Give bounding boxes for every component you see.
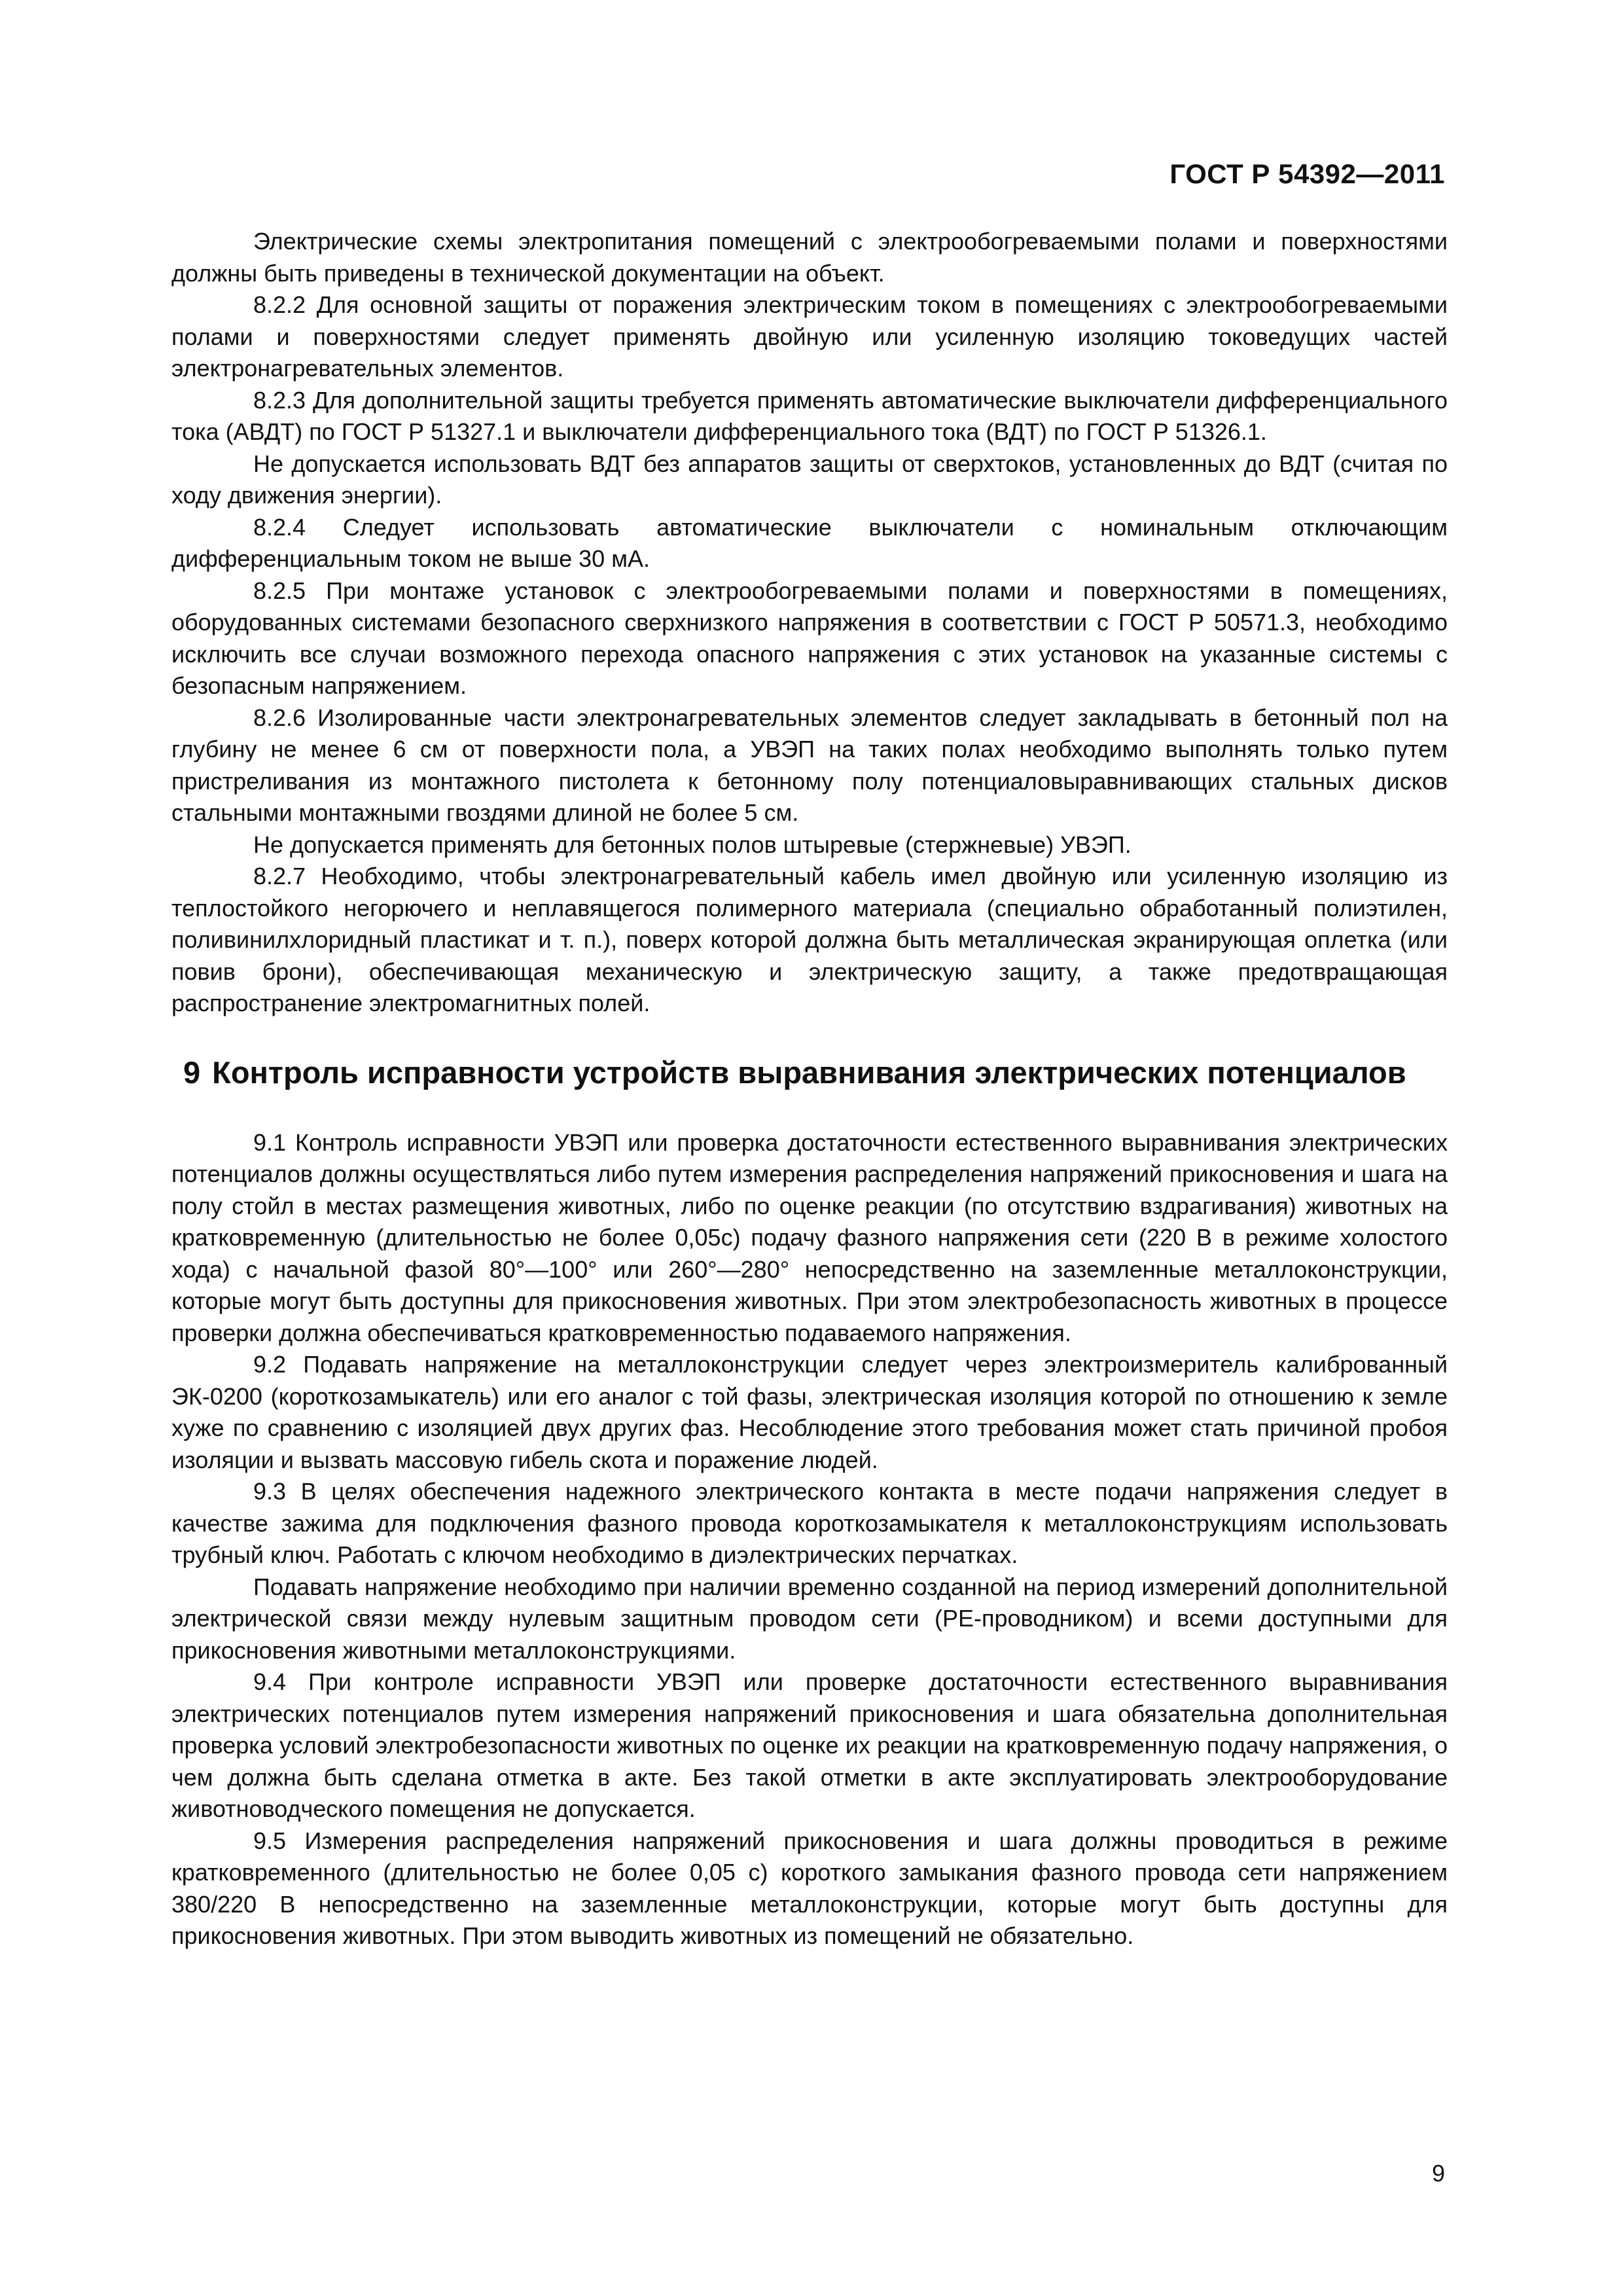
paragraph-9-1: 9.1 Контроль исправности УВЭП или проверка достаточности естественного выравнивания электрических потенциалов должны осуществляться либо путем измерения распределения напряжений прикосновения и шага на полу стойл в местах размещения животных, либо по оценке реакции (по отсутствию вздрагивания) животных на кратковременную (длительностью не более 0,05с) подачу фазного напряжения сети (220 В в режиме холостого хода) с начальной фазой 80°—100° или 260°—280° непосредственно на заземленные металлоконструкции, которые могут быть доступны для прикосновения животных. При этом электробезопасность животных в процессе проверки должна обеспечиваться кратковременностью подаваемого напряжения.: [171, 1128, 1448, 1346]
paragraph-9-4: 9.4 При контроле исправности УВЭП или проверке достаточности естественного выравнивания электрических потенциалов путем измерения напряжений прикосновения и шага обязательна дополнительная проверка условий электробезопасности животных по оценке их реакции на кратковременную подачу напряжения, о чем должна быть сделана отметка в акте. Без такой отметки в акте эксплуатировать электрооборудование животноводческого помещения не допускается.: [171, 1668, 1448, 1822]
document-code-header: ГОСТ Р 54392—2011: [1169, 158, 1445, 189]
paragraph-8-2-4: 8.2.4 Следует использовать автоматические выключатели с номинальным отключающим дифференциальным током не выше 30 мА.: [171, 513, 1448, 572]
section-9-heading: [171, 1054, 1448, 1091]
paragraph-8-2-2: 8.2.2 Для основной защиты от поражения электрическим током в помещениях с электрообогреваемыми полами и поверхностями следует применять двойную или усиленную изоляцию токоведущих частей электронагревательных элементов.: [171, 291, 1448, 382]
paragraph-8-2-6: 8.2.6 Изолированные части электронагревательных элементов следует закладывать в бетонный пол на глубину не менее 6 см от поверхности пола, а УВЭП на таких полах необходимо выполнять только путем пристреливания из монтажного пистолета к бетонному полу потенциаловыравнивающих стальных дисков стальными монтажными гвоздями длиной не более 5 см.: [171, 704, 1448, 826]
paragraph: Подавать напряжение необходимо при наличии временно созданной на период измерений дополнительной электрической связи между нулевым защитным проводом сети (PE-проводником) и всеми доступными для прикосновения животными металлоконструкциями.: [171, 1573, 1448, 1664]
paragraph-8-2-3: 8.2.3 Для дополнительной защиты требуется применять автоматические выключатели дифференциального тока (АВДТ) по ГОСТ Р 51327.1 и выключатели дифференциального тока (ВДТ) по ГОСТ Р 51326.1.: [171, 386, 1448, 445]
paragraph-8-2-7: 8.2.7 Необходимо, чтобы электронагревательный кабель имел двойную или усиленную изоляцию из теплостойкого негорючего и неплавящегося полимерного материала (специально обработанный полиэтилен, поливинилхлоридный пластикат и т. п.), поверх которой должна быть металлическая экранирующая оплетка (или повив брони), обеспечивающая механическую и электрическую защиту, а также предотвращающая распространение электромагнитных полей.: [171, 863, 1448, 1016]
document-body: [171, 226, 1448, 1952]
paragraph: Не допускается использовать ВДТ без аппаратов защиты от сверхтоков, установленных до ВДТ (считая по ходу движения энергии).: [171, 450, 1448, 509]
paragraph-9-3: 9.3 В целях обеспечения надежного электрического контакта в месте подачи напряжения следует в качестве зажима для подключения фазного провода короткозамыкателя к металлоконструкциям использовать трубный ключ. Работать с ключом необходимо в диэлектрических перчатках.: [171, 1478, 1448, 1568]
page-number: 9: [1431, 2160, 1445, 2187]
paragraph: Не допускается применять для бетонных полов штыревые (стержневые) УВЭП.: [253, 831, 1132, 858]
paragraph-9-2: 9.2 Подавать напряжение на металлоконструкции следует через электроизмеритель калиброванный ЭК-0200 (короткозамыкатель) или его аналог с той фазы, электрическая изоляция которой по отношению к земле хуже по сравнению с изоляцией двух других фаз. Несоблюдение этого требования может стать причиной пробоя изоляции и вызвать массовую гибель скота и поражение людей.: [171, 1351, 1448, 1473]
paragraph: Электрические схемы электропитания помещений с электрообогреваемыми полами и поверхностями должны быть приведены в технической документации на объект.: [171, 228, 1448, 287]
section-number: 9: [183, 1054, 201, 1090]
paragraph-9-5: 9.5 Измерения распределения напряжений прикосновения и шага должны проводиться в режиме кратковременного (длительностью не более 0,05 с) короткого замыкания фазного провода сети напряжением 380/220 В непосредственно на заземленные металлоконструкции, которые могут быть доступны для прикосновения животных. При этом выводить животных из помещений не обязательно.: [171, 1827, 1448, 1949]
paragraph-8-2-5: 8.2.5 При монтаже установок с электрообогреваемыми полами и поверхностями в помещениях, оборудованных системами безопасного сверхнизкого напряжения в соответствии с ГОСТ Р 50571.3, необходимо исключить все случаи возможного перехода опасного напряжения с этих установок на указанные системы с безопасным напряжением.: [171, 577, 1448, 699]
section-title: Контроль исправности устройств выравнивания электрических потенциалов: [212, 1054, 1406, 1090]
